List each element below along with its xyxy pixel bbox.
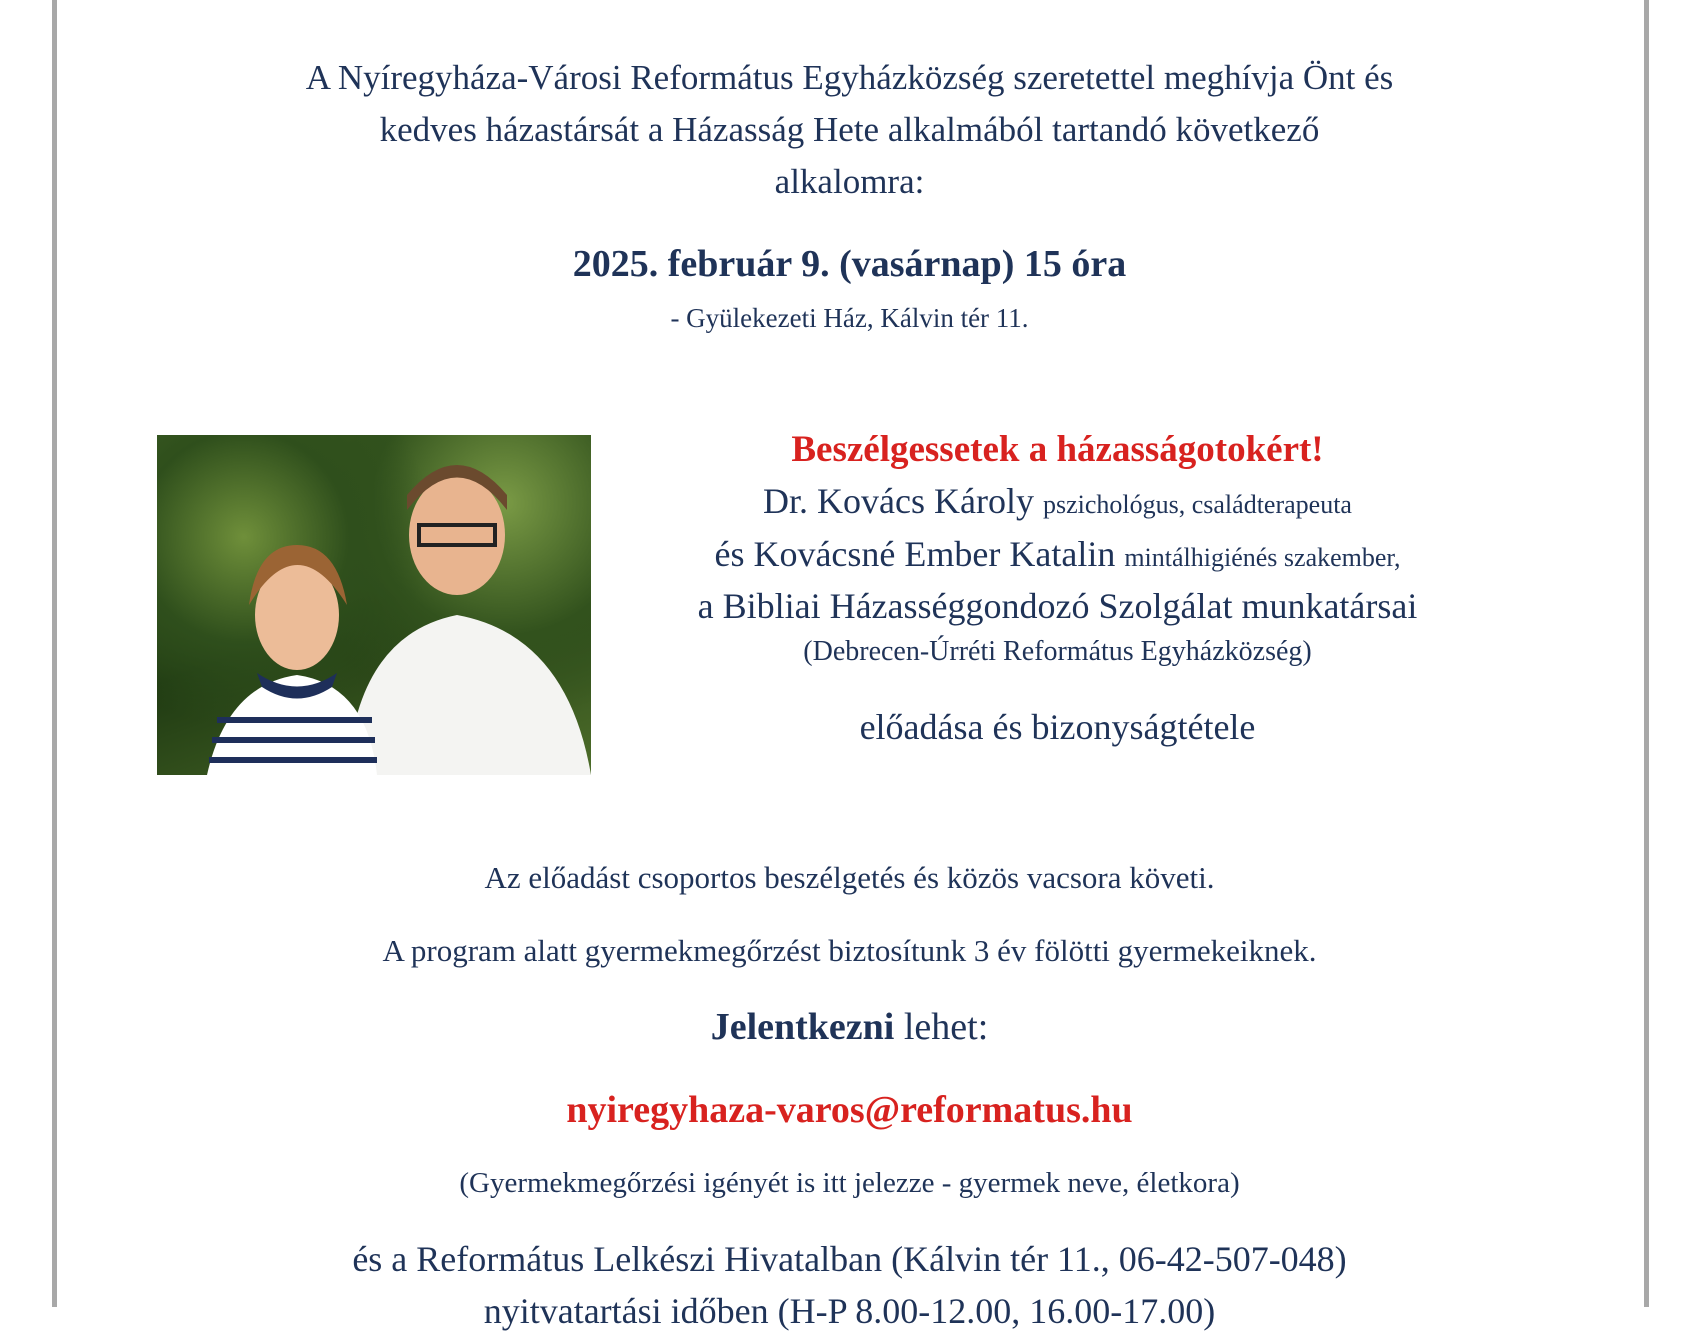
speaker-2-name: és Kovácsné Ember Katalin: [714, 534, 1116, 574]
event-datetime: 2025. február 9. (vasárnap) 15 óra: [572, 243, 1127, 285]
speakers-church: (Debrecen-Úrréti Református Egyházközség): [803, 636, 1312, 667]
speaker-1: [600, 480, 1515, 522]
talk-description: előadása és bizonyságtétele: [859, 707, 1256, 747]
speakers-photo: [157, 435, 591, 775]
event-location: - Gyülekezeti Ház, Kálvin tér 11.: [670, 303, 1029, 333]
speaker-2: [600, 533, 1515, 575]
registration-email[interactable]: nyiregyhaza-varos@reformatus.hu: [566, 1089, 1133, 1131]
speaker-1-role: pszichológus, családterapeuta: [1042, 490, 1352, 519]
registration-label-bold: Jelentkezni: [710, 1006, 895, 1048]
intro-line-1: A Nyíregyháza-Városi Református Egyházközség szeretettel meghívja Önt és: [305, 58, 1394, 97]
registration-office: és a Református Lelkészi Hivatalban (Kálvin tér 11., 06-42-507-048): [352, 1239, 1347, 1279]
speakers-title: Beszélgessetek a házasságotokért!: [791, 429, 1324, 470]
registration-label: [0, 1005, 1699, 1049]
details-line-2: A program alatt gyermekmegőrzést biztosítunk 3 év fölötti gyermekeiknek.: [382, 933, 1317, 968]
intro-line-2: kedves házastársát a Házasság Hete alkalmából tartandó következő: [379, 110, 1320, 149]
registration-note: (Gyermekmegőrzési igényét is itt jelezze - gyermek neve, életkora): [459, 1167, 1240, 1199]
intro-line-3: alkalomra:: [774, 162, 925, 201]
speaker-2-role: mintálhigiénés szakember,: [1124, 543, 1401, 572]
registration-hours: nyitvatartási időben (H-P 8.00-12.00, 16.00-17.00): [483, 1291, 1216, 1331]
speakers-organization: a Bibliai Házasséggondozó Szolgálat munkatársai: [697, 586, 1418, 626]
details-line-1: Az előadást csoportos beszélgetés és közös vacsora követi.: [484, 860, 1215, 895]
registration-label-rest: lehet:: [894, 1006, 989, 1048]
speaker-1-name: Dr. Kovács Károly: [763, 481, 1034, 521]
